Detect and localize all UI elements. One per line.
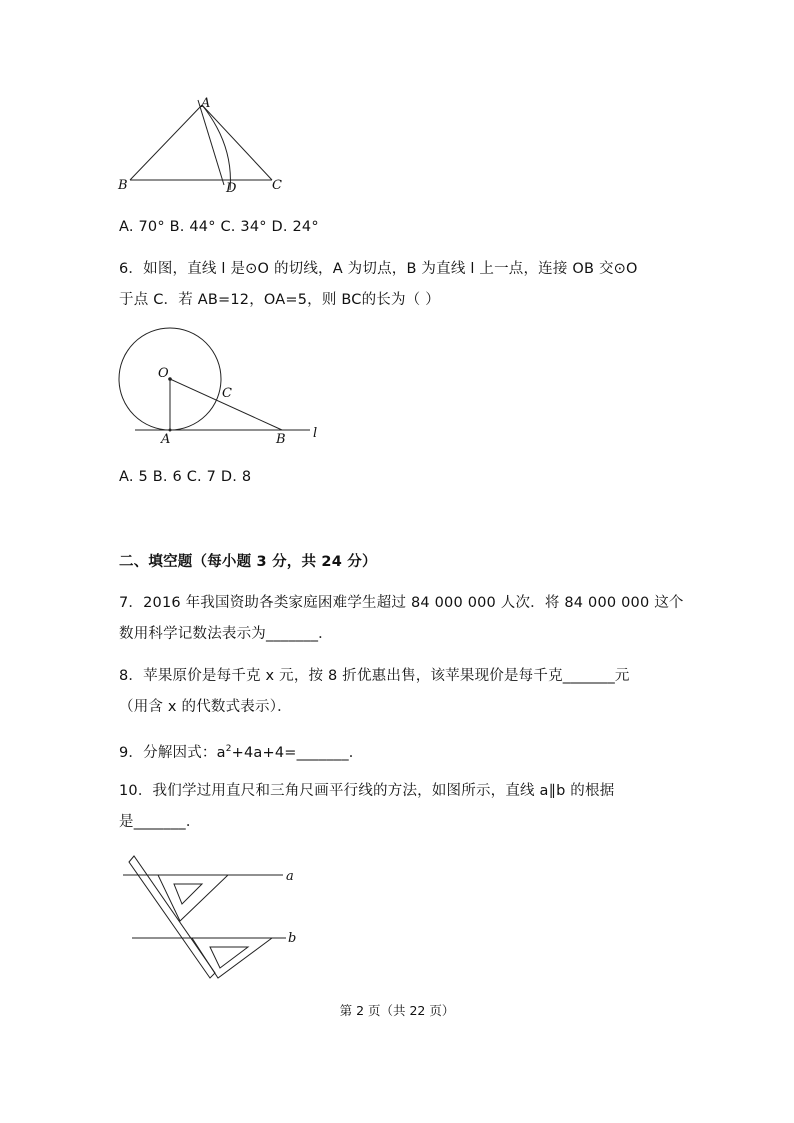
q5-options: A. 70° B. 44° C. 34° D. 24° xyxy=(119,219,319,235)
q9-exponent: 2 xyxy=(225,744,232,754)
label-o: O xyxy=(158,366,169,381)
page-footer: 第 2 页（共 22 页） xyxy=(339,1003,455,1018)
label-l: l xyxy=(313,426,318,441)
ruler-triangle-figure xyxy=(118,850,308,985)
q9-text xyxy=(119,739,364,763)
label-a: A xyxy=(201,96,211,111)
q9-prefix: 9．分解因式：a xyxy=(119,744,226,761)
label-c: C xyxy=(222,386,232,401)
q6-text-line1: 6．如图，直线 l 是⊙O 的切线，A 为切点，B 为直线 l 上一点，连接 OB 交⊙O xyxy=(119,261,638,277)
circle-tangent-figure xyxy=(110,325,330,450)
q6-options: A. 5 B. 6 C. 7 D. 8 xyxy=(119,469,252,485)
triangle-abc-figure xyxy=(110,95,300,195)
q7-text-line2: 数用科学记数法表示为_______． xyxy=(119,626,333,642)
q6-text-line2: 于点 C．若 AB=12，OA=5，则 BC的长为（ ） xyxy=(119,292,440,308)
q10-text-line1: 10．我们学过用直尺和三角尺画平行线的方法，如图所示，直线 a∥b 的根据 xyxy=(119,783,615,799)
q7-text-line1: 7．2016 年我国资助各类家庭困难学生超过 84 000 000 人次．将 84 000 000 这个 xyxy=(119,595,684,611)
section-title: 二、填空题（每小题 3 分，共 24 分） xyxy=(119,554,377,570)
label-a: a xyxy=(286,869,294,884)
label-b: B xyxy=(118,178,128,193)
q10-text-line2: 是_______． xyxy=(119,814,201,830)
q8-text-line1: 8．苹果原价是每千克 x 元，按 8 折优惠出售，该苹果现价是每千克_______元 xyxy=(119,668,630,684)
label-b: B xyxy=(276,432,286,447)
label-c: C xyxy=(272,178,282,193)
q9-suffix: +4a+4=_______． xyxy=(231,744,364,761)
q8-text-line2: （用含 x 的代数式表示）． xyxy=(119,699,292,715)
label-a: A xyxy=(161,432,171,447)
label-b: b xyxy=(288,931,297,946)
label-d: D xyxy=(226,181,237,195)
